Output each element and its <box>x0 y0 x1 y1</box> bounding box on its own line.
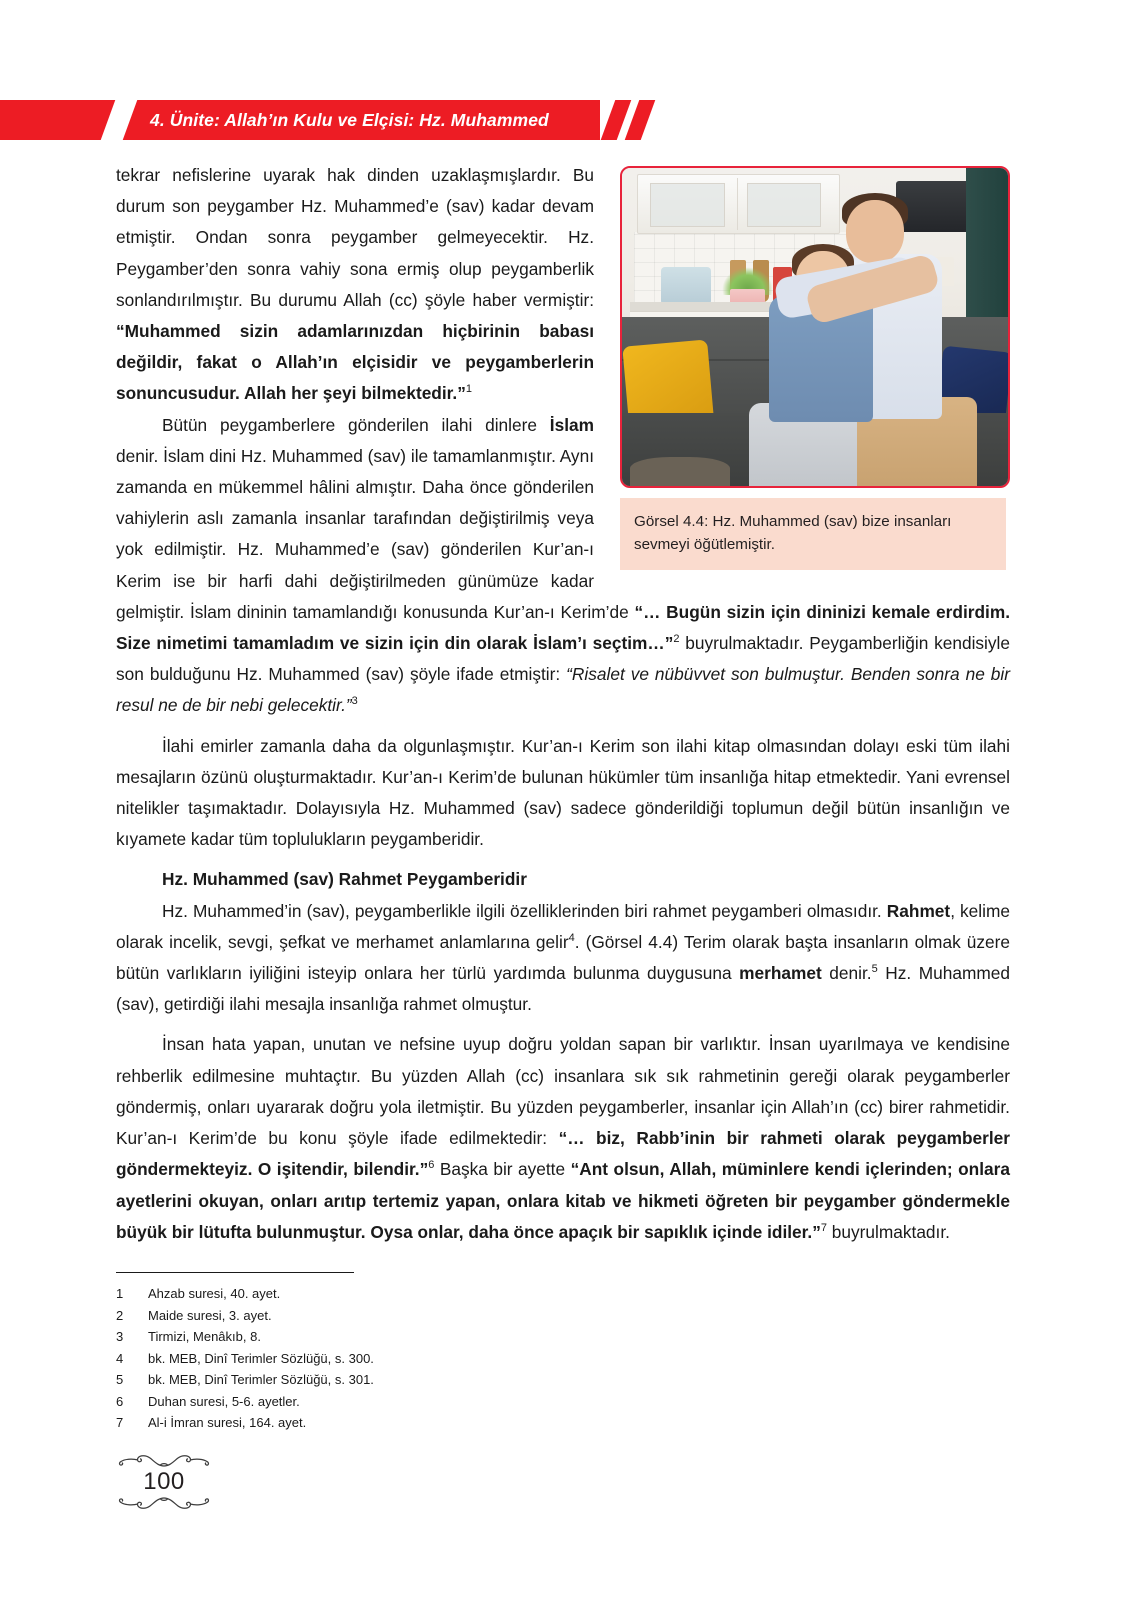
footnote-text: Ahzab suresi, 40. ayet. <box>148 1286 281 1301</box>
p5-footnote-ref-6: 6 <box>428 1159 435 1172</box>
figure-photo <box>622 168 1008 486</box>
footnote-row <box>116 1391 676 1413</box>
footnote-row <box>116 1348 676 1370</box>
footnote-row <box>116 1412 676 1434</box>
figure-photo-frame <box>620 166 1010 488</box>
p5-text-b: Başka bir ayette <box>434 1159 571 1180</box>
photo-cabinet-glass-right <box>747 183 821 226</box>
footnote-list <box>116 1283 676 1434</box>
p1-footnote-ref: 1 <box>465 383 473 396</box>
p4-text-a: Hz. Muhammed’in (sav), peygamberlikle ilgili özelliklerinden biri rahmet peygamberi olmasıdır. <box>162 900 887 921</box>
p5-text-a: İnsan hata yapan, unutan ve nefsine uyup doğru yoldan sapan bir varlıktır. İnsan uyarılmaya ve kendisine rehberlik edilmesine muhtaçtır. Bu yüzden Allah (cc) insanlara sık sık rahmetinin gereği olarak peygamberler göndermiş, onları uyararak doğru yola iletmiştir. Bu yüzden peygamberler, insanlar için Allah’ın (cc) birer rahmetidir. Kur’an-ı Kerim’de bu konu şöyle ifade edilmektedir: <box>116 1034 1010 1149</box>
footnote-separator-rule <box>116 1272 354 1273</box>
footnote-text: Al-i İmran suresi, 164. ayet. <box>148 1415 307 1430</box>
p4-text-d: denir. <box>821 963 872 984</box>
photo-toaster <box>661 267 711 305</box>
p5-footnote-ref-7: 7 <box>820 1221 827 1234</box>
p5-quran-quote-2: “Ant olsun, Allah, müminlere kendi içlerinden; onlara ayetlerini okuyan, onları arıtıp tertemiz yapan, onlara kitab ve hikmeti öğreten bir peygamber göndermekle büyük bir lütufta bulunmuştur. Oysa onlar, daha önce apaçık bir sapıklık içinde idiler.” <box>116 1159 1010 1242</box>
page-number: 100 <box>143 1468 185 1495</box>
footnotes-section <box>116 1272 676 1434</box>
p2-quran-quote: “… Bugün sizin için dininizi kemale erdirdim. Size nimetimi tamamladım ve sizin için din olarak İslam’ı seçtim…” <box>116 601 1010 654</box>
footnote-number: 6 <box>116 1393 124 1409</box>
footnote-number: 3 <box>116 1329 124 1344</box>
photo-upper-cabinet <box>637 174 840 233</box>
p1-quran-quote: “Muhammed sizin adamlarınızdan hiçbirinin babası değildir, fakat o Allah’ın elçisidir ve peygamberlerin sonuncusudur. Allah her şeyi bilmektedir.” <box>116 321 594 404</box>
footnote-row <box>116 1283 676 1305</box>
photo-cabinet-glass-left <box>650 183 724 226</box>
paragraph-3: İlahi emirler zamanla daha da olgunlaşmıştır. Kur’an-ı Kerim son ilahi kitap olmasından dolayı eski tüm ilahi mesajların özünü oluşturmaktadır. Kur’an-ı Kerim’de bulunan hükümler tüm insanlığa hitap etmektedir. Yani evrensel nitelikler taşımaktadır. Dolayısıyla Hz. Muhammed (sav) sadece gönderildiği toplumun değil bütün insanlığın ve kıyamete kadar tüm toplulukların peygamberidir. <box>116 735 1010 850</box>
footnote-number: 4 <box>116 1350 124 1366</box>
footnote-row <box>116 1326 676 1348</box>
spacer-1 <box>116 722 1010 731</box>
footnote-text: Tirmizi, Menâkıb, 8. <box>148 1329 261 1344</box>
footnote-number: 5 <box>116 1372 124 1387</box>
p4-footnote-ref-5: 5 <box>871 963 878 976</box>
p1-text: tekrar nefislerine uyarak hak dinden uzaklaşmışlardır. Bu durum son peygamber Hz. Muhammed’e (sav) kadar devam etmiştir. Ondan sonra peygamber gelmeyecektir. Hz. Peygamber’den sonra vahiy sona ermiş olup peygamberlik sonlandırılmıştır. Bu durumu Allah (cc) şöyle haber vermiştir: <box>116 165 594 310</box>
paragraph-4 <box>116 896 1010 1021</box>
p5-text-c: buyrulmaktadır. <box>827 1221 950 1242</box>
p2-hadith-quote: “Risalet ve nübüvvet son bulmuştur. Benden sonra ne bir resul ne de bir nebi gelecektir.” <box>116 664 1010 716</box>
header-slash-2 <box>625 100 656 140</box>
p2-footnote-ref-3: 3 <box>351 695 358 708</box>
footnote-text: Maide suresi, 3. ayet. <box>148 1307 272 1323</box>
p4-term-merhamet: merhamet <box>739 963 822 984</box>
p4-text-c: . (Görsel 4.4) Terim olarak başta insanların olmak üzere bütün varlıkların iyiliğini isteyip onlara her türlü yardımda bulunma duygusuna <box>116 931 1010 984</box>
footnote-row <box>116 1305 676 1327</box>
footnote-number: 1 <box>116 1286 124 1301</box>
figure-caption: Görsel 4.4: Hz. Muhammed (sav) bize insanları sevmeyi öğütlemiştir. <box>620 498 1006 570</box>
subheading-rahmet-peygamberi: Hz. Muhammed (sav) Rahmet Peygamberidir <box>162 869 527 890</box>
p4-text-b: , kelime olarak incelik, sevgi, şefkat ve merhamet anlamlarına gelir <box>116 900 1010 952</box>
p4-term-rahmet: Rahmet <box>886 900 951 921</box>
page-content <box>116 160 1010 1248</box>
footnote-text: bk. MEB, Dinî Terimler Sözlüğü, s. 301. <box>148 1372 374 1387</box>
spacer-2 <box>116 855 1010 864</box>
footnote-number: 7 <box>116 1415 124 1430</box>
photo-man-head <box>846 200 904 264</box>
unit-title: 4. Ünite: Allah’ın Kulu ve Elçisi: Hz. Muhammed <box>150 110 549 130</box>
p2-text-a: Bütün peygamberlere gönderilen ilahi dinlere <box>162 414 550 435</box>
footnote-text: bk. MEB, Dinî Terimler Sözlüğü, s. 300. <box>148 1350 374 1366</box>
p2-term-islam: İslam <box>549 414 594 435</box>
paragraph-5 <box>116 1029 1010 1247</box>
ornament-top-icon <box>104 1452 224 1468</box>
p4-text-e: Hz. Muhammed (sav), getirdiği ilahi mesajla insanlığa rahmet olmuştur. <box>116 963 1010 1015</box>
p2-text-c: buyrulmaktadır. Peygamberliğin kendisiyle son bulduğunu Hz. Muhammed (sav) şöyle ifade etmiştir: <box>116 633 1010 685</box>
photo-ottoman <box>630 457 730 486</box>
ornament-bottom-icon <box>104 1496 224 1512</box>
spacer-3 <box>116 1020 1010 1029</box>
p4-footnote-ref-4: 4 <box>568 932 575 945</box>
footnote-number: 2 <box>116 1307 124 1323</box>
p2-footnote-ref: 2 <box>673 633 680 646</box>
unit-header-band <box>0 100 648 140</box>
figure-gorsel-4-4 <box>620 166 1010 570</box>
footnote-row <box>116 1369 676 1391</box>
p5-quran-quote-1: “… biz, Rabb’inin bir rahmeti olarak peygamberler göndermekteyiz. O işitendir, bilendir.” <box>116 1128 1010 1180</box>
page-number-block <box>104 1452 224 1512</box>
p2-text-b: denir. İslam dini Hz. Muhammed (sav) ile tamamlanmıştır. Aynı zamanda en mükemmel hâlini almıştır. Daha önce gönderilen vahiylerin aslı zamanla insanlar tarafından değiştirilmiş veya yok edilmiştir. Hz. Muhammed’e (sav) gönderilen Kur’an-ı Kerim ise bir harfi dahi değiştirilmeden günümüze kadar gelmiştir. İslam dininin tamamlandığı konusunda Kur’an-ı Kerim’de <box>116 445 635 622</box>
footnote-text: Duhan suresi, 5-6. ayetler. <box>148 1393 300 1409</box>
